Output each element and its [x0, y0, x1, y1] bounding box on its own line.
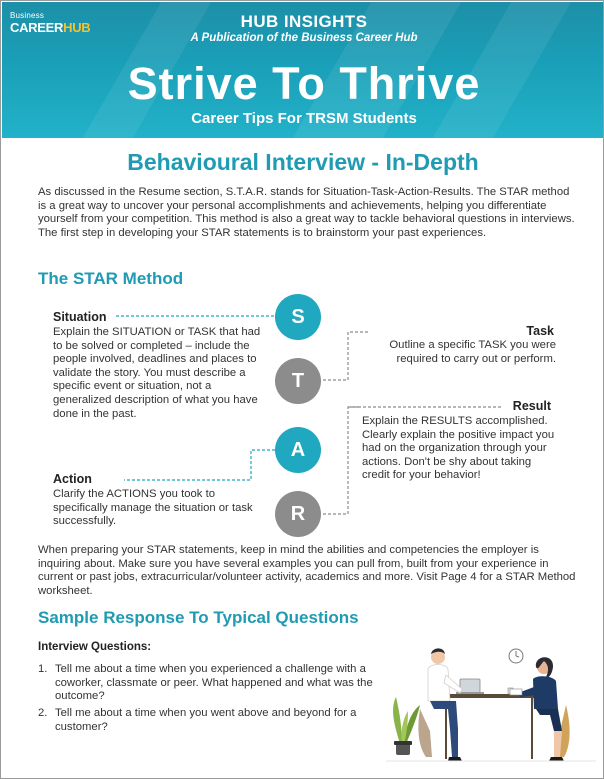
result-connector	[323, 407, 359, 514]
publication-tagline: A Publication of the Business Career Hub	[190, 32, 418, 44]
star-circle-s: S	[275, 294, 321, 340]
interview-questions-label: Interview Questions:	[38, 641, 152, 653]
header-banner	[2, 2, 603, 138]
star-method-heading: The STAR Method	[38, 269, 184, 288]
logo-hub: HUB	[63, 20, 91, 35]
situation-text: Explain the SITUATION or TASK that had to be solved or completed – include the people involved, deadlines and places to validate the story. You must describe a specific event or situation, not a generalized description of what you have done in the past.	[53, 326, 261, 420]
interview-illustration	[386, 639, 596, 774]
question-number: 1.	[38, 663, 48, 675]
question-text: Tell me about a time when you went above and beyond for a customer?	[55, 707, 357, 733]
page-title: Strive To Thrive	[127, 58, 481, 109]
action-connector	[124, 450, 275, 480]
result-text: Explain the RESULTS accomplished. Clearly explain the positive impact you had on the organization through your actions. Don't be shy about taking credit for your behavior!	[362, 415, 555, 482]
star-circle-a: A	[275, 427, 321, 473]
action-title: Action	[53, 472, 92, 486]
logo-career: CAREER	[10, 20, 64, 35]
interviewer-figure	[510, 657, 570, 761]
logo-business: Business	[10, 11, 45, 20]
star-circle-t: T	[275, 358, 321, 404]
interviewee-figure	[418, 648, 462, 761]
question-text: Tell me about a time when you experienced a challenge with a coworker, classmate or peer. What happened and what was the outcome?	[55, 663, 373, 703]
action-text: Clarify the ACTIONS you took to specifically manage the situation or task successfully.	[53, 488, 253, 528]
closing-paragraph: When preparing your STAR statements, keep in mind the abilities and competencies the employer is inquiring about. Make sure you have several examples you can pull from, built from your experience in current or past jobs, extracurricular/volunteer activity, academics and more. Visit Page 4 for a STAR Method worksheet.	[38, 544, 576, 597]
intro-paragraph: As discussed in the Resume section, S.T.A.R. stands for Situation-Task-Action-Results. The STAR method is a great way to uncover your personal accomplishments and achievements, helping you differentiate yourself from your competition. This method is also a great way to tackle behavioral questions in interviews. The first step in developing your STAR statements is to brainstorm your past experiences.	[38, 186, 575, 239]
plant-icon	[393, 697, 420, 755]
section-title: Behavioural Interview - In-Depth	[127, 149, 479, 175]
page-subtitle: Career Tips For TRSM Students	[191, 110, 417, 127]
sample-response-heading: Sample Response To Typical Questions	[38, 608, 359, 627]
question-number: 2.	[38, 707, 48, 719]
star-circle-r: R	[275, 491, 321, 537]
clock-icon	[509, 649, 523, 663]
result-title: Result	[512, 399, 551, 413]
task-text: Outline a specific TASK you were required to carry out or perform.	[389, 339, 556, 365]
situation-title: Situation	[53, 310, 107, 324]
publication-name: HUB INSIGHTS	[240, 12, 368, 31]
task-title: Task	[526, 324, 554, 338]
